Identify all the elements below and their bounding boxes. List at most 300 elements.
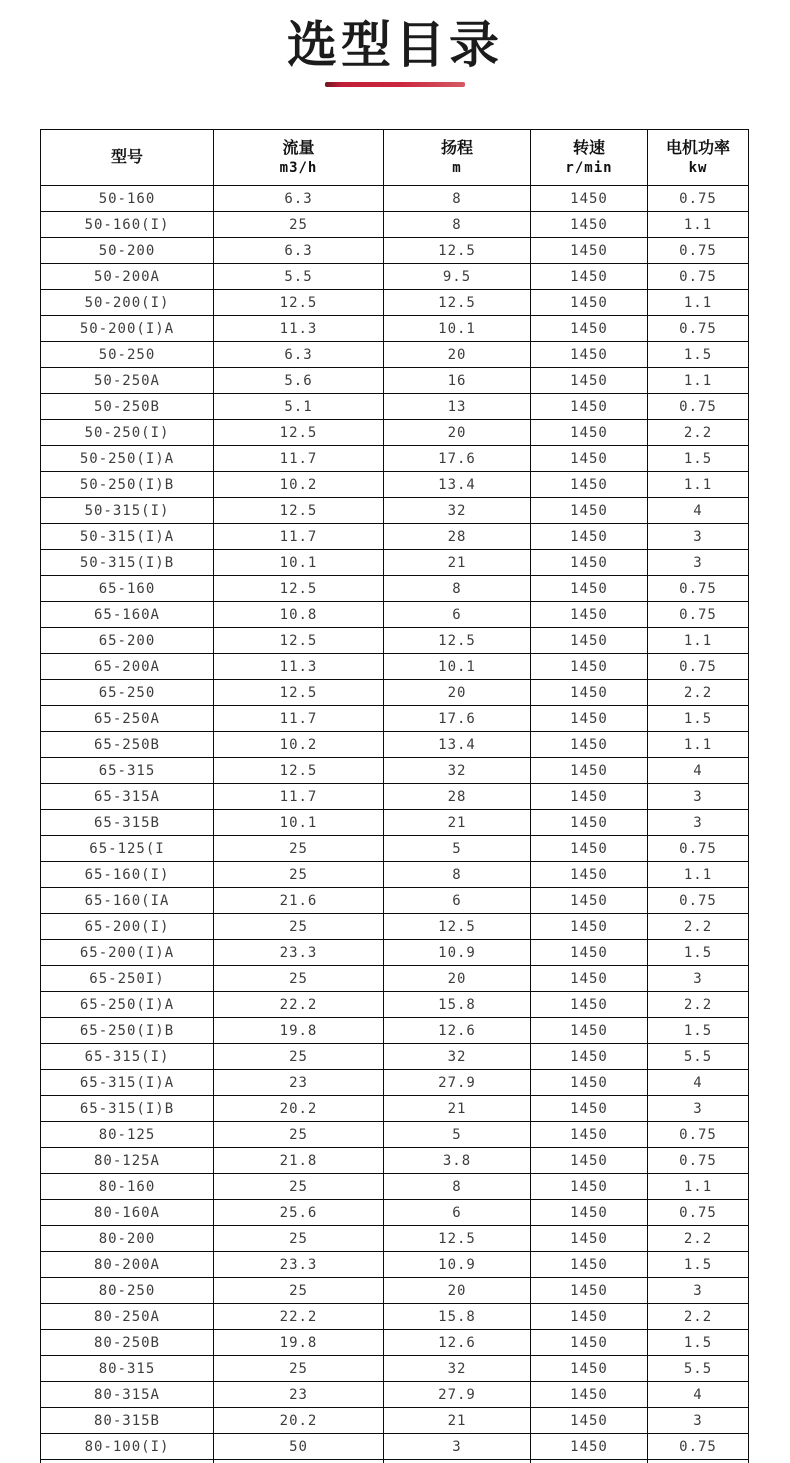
table-cell: 80-200A (41, 1252, 214, 1278)
table-cell-empty (384, 1460, 531, 1463)
table-cell: 0.75 (648, 836, 749, 862)
table-cell: 1.1 (648, 628, 749, 654)
table-row (41, 1434, 749, 1460)
table-cell: 4 (648, 1070, 749, 1096)
table-row (41, 1304, 749, 1330)
table-cell: 21 (384, 1096, 531, 1122)
table-cell: 5 (384, 836, 531, 862)
table-cell: 28 (384, 784, 531, 810)
table-cell: 1450 (531, 888, 648, 914)
table-cell: 65-160(I) (41, 862, 214, 888)
table-cell: 80-160 (41, 1174, 214, 1200)
table-cell: 1.1 (648, 1174, 749, 1200)
table-row (41, 992, 749, 1018)
table-cell: 65-250(I)B (41, 1018, 214, 1044)
table-row (41, 1018, 749, 1044)
selection-table (40, 129, 749, 1463)
table-cell: 0.75 (648, 186, 749, 212)
table-cell: 1.5 (648, 940, 749, 966)
table-row (41, 966, 749, 992)
table-cell: 65-250A (41, 706, 214, 732)
table-cell: 10.1 (384, 654, 531, 680)
table-cell: 12.5 (384, 238, 531, 264)
table-cell: 1450 (531, 914, 648, 940)
table-cell: 80-315A (41, 1382, 214, 1408)
table-cell: 11.7 (214, 706, 384, 732)
table-cell: 65-315A (41, 784, 214, 810)
table-cell: 5.1 (214, 394, 384, 420)
table-cell: 1450 (531, 1408, 648, 1434)
table-row (41, 758, 749, 784)
table-row (41, 784, 749, 810)
table-cell: 50-250(I) (41, 420, 214, 446)
table-cell: 3.8 (384, 1148, 531, 1174)
table-cell: 80-315B (41, 1408, 214, 1434)
table-cell: 1450 (531, 680, 648, 706)
table-cell: 10.9 (384, 1252, 531, 1278)
table-cell: 80-100(I) (41, 1434, 214, 1460)
table-row (41, 264, 749, 290)
table-cell: 1450 (531, 550, 648, 576)
table-cell: 23 (214, 1382, 384, 1408)
table-row (41, 576, 749, 602)
table-cell: 1450 (531, 498, 648, 524)
table-cell: 1.5 (648, 1330, 749, 1356)
table-cell: 1450 (531, 654, 648, 680)
table-row (41, 602, 749, 628)
table-cell: 1450 (531, 238, 648, 264)
table-cell: 50-200(I)A (41, 316, 214, 342)
table-cell: 20 (384, 420, 531, 446)
table-row (41, 342, 749, 368)
table-cell: 10.2 (214, 732, 384, 758)
column-label: 转速 (572, 139, 605, 157)
table-cell: 50-200(I) (41, 290, 214, 316)
table-cell: 1450 (531, 836, 648, 862)
table-cell: 1450 (531, 420, 648, 446)
table-cell: 16 (384, 368, 531, 394)
table-cell: 1450 (531, 472, 648, 498)
table-cell: 10.1 (214, 810, 384, 836)
table-cell: 25 (214, 1356, 384, 1382)
table-cell: 12.6 (384, 1018, 531, 1044)
table-row (41, 498, 749, 524)
table-row (41, 1070, 749, 1096)
table-cell-empty (214, 1460, 384, 1463)
table-row (41, 420, 749, 446)
table-cell: 65-315B (41, 810, 214, 836)
table-cell: 1.5 (648, 342, 749, 368)
column-label: 扬程 (440, 139, 473, 157)
table-cell: 1.5 (648, 446, 749, 472)
table-cell: 32 (384, 1356, 531, 1382)
table-cell: 1.1 (648, 472, 749, 498)
column-unit: m3/h (279, 159, 318, 176)
table-cell: 5.5 (648, 1356, 749, 1382)
table-cell: 19.8 (214, 1018, 384, 1044)
table-cell: 0.75 (648, 602, 749, 628)
table-cell: 8 (384, 862, 531, 888)
table-cell: 1450 (531, 1226, 648, 1252)
table-cell: 6 (384, 602, 531, 628)
table-cell: 3 (648, 810, 749, 836)
table-row (41, 550, 749, 576)
table-cell: 6.3 (214, 238, 384, 264)
column-header-2 (384, 130, 531, 186)
table-cell: 65-200A (41, 654, 214, 680)
table-cell: 10.8 (214, 602, 384, 628)
table-row (41, 862, 749, 888)
table-cell: 2.2 (648, 420, 749, 446)
table-cell: 0.75 (648, 1200, 749, 1226)
table-cell: 1450 (531, 810, 648, 836)
table-cell: 12.5 (214, 420, 384, 446)
table-cell: 25 (214, 914, 384, 940)
table-cell: 23.3 (214, 1252, 384, 1278)
table-cell: 1450 (531, 264, 648, 290)
table-cell-empty (531, 1460, 648, 1463)
table-cell: 65-160 (41, 576, 214, 602)
table-row (41, 1200, 749, 1226)
table-cell: 0.75 (648, 394, 749, 420)
table-cell: 65-160A (41, 602, 214, 628)
table-cell: 2.2 (648, 1304, 749, 1330)
table-row (41, 524, 749, 550)
table-cell: 1450 (531, 1070, 648, 1096)
table-cell: 1450 (531, 368, 648, 394)
table-cell: 1450 (531, 784, 648, 810)
table-cell: 1450 (531, 758, 648, 784)
table-cell: 3 (648, 966, 749, 992)
table-cell: 12.5 (214, 290, 384, 316)
table-row (41, 940, 749, 966)
table-cell: 1450 (531, 524, 648, 550)
table-cell: 25 (214, 862, 384, 888)
table-row (41, 1044, 749, 1070)
table-cell: 0.75 (648, 576, 749, 602)
table-cell: 1450 (531, 576, 648, 602)
table-row (41, 1252, 749, 1278)
table-body (41, 186, 749, 1463)
table-cell: 11.7 (214, 784, 384, 810)
table-cell: 80-160A (41, 1200, 214, 1226)
table-cell: 50-160(I) (41, 212, 214, 238)
table-row (41, 654, 749, 680)
table-cell: 11.3 (214, 316, 384, 342)
table-cell: 12.5 (214, 758, 384, 784)
table-cell: 25 (214, 1174, 384, 1200)
table-cell: 1450 (531, 940, 648, 966)
table-cell: 1450 (531, 706, 648, 732)
table-cell: 15.8 (384, 992, 531, 1018)
table-cell: 32 (384, 758, 531, 784)
table-cell: 1.1 (648, 290, 749, 316)
table-cell: 1450 (531, 1278, 648, 1304)
table-cell: 80-200 (41, 1226, 214, 1252)
table-cell: 12.5 (214, 498, 384, 524)
table-cell: 5.6 (214, 368, 384, 394)
table-cell: 0.75 (648, 1122, 749, 1148)
table-cell: 8 (384, 212, 531, 238)
table-cell: 1450 (531, 342, 648, 368)
table-row (41, 1174, 749, 1200)
column-label: 流量 (282, 139, 315, 157)
table-cell: 1450 (531, 316, 648, 342)
table-cell: 4 (648, 1382, 749, 1408)
table-cell: 1450 (531, 186, 648, 212)
table-cell: 1450 (531, 602, 648, 628)
table-cell: 20.2 (214, 1408, 384, 1434)
table-cell: 1450 (531, 290, 648, 316)
table-cell: 80-250B (41, 1330, 214, 1356)
table-cell: 8 (384, 1174, 531, 1200)
table-cell: 50-315(I) (41, 498, 214, 524)
table-cell: 1450 (531, 1252, 648, 1278)
table-cell: 80-250 (41, 1278, 214, 1304)
table-cell: 80-125A (41, 1148, 214, 1174)
table-cell: 5 (384, 1122, 531, 1148)
table-cell: 25 (214, 212, 384, 238)
table-cell: 65-200 (41, 628, 214, 654)
table-row (41, 290, 749, 316)
table-cell: 4 (648, 758, 749, 784)
table-row (41, 1356, 749, 1382)
table-row (41, 212, 749, 238)
table-row (41, 394, 749, 420)
table-cell: 1450 (531, 446, 648, 472)
table-cell: 2.2 (648, 914, 749, 940)
table-cell: 20 (384, 342, 531, 368)
table-row (41, 1382, 749, 1408)
table-cell: 2.2 (648, 1226, 749, 1252)
table-cell: 3 (648, 1278, 749, 1304)
table-cell: 1450 (531, 1122, 648, 1148)
table-cell: 1.5 (648, 1252, 749, 1278)
table-row (41, 1408, 749, 1434)
table-cell: 65-315(I) (41, 1044, 214, 1070)
table-cell: 17.6 (384, 706, 531, 732)
table-cell: 10.9 (384, 940, 531, 966)
table-cell: 3 (648, 524, 749, 550)
table-cell: 20 (384, 680, 531, 706)
table-cell: 20 (384, 966, 531, 992)
table-cell: 20.2 (214, 1096, 384, 1122)
table-cell: 0.75 (648, 1434, 749, 1460)
column-header-0 (41, 130, 214, 186)
table-cell: 1450 (531, 862, 648, 888)
table-cell: 6.3 (214, 186, 384, 212)
table-row (41, 1148, 749, 1174)
table-cell: 2.2 (648, 992, 749, 1018)
column-unit: m (452, 159, 462, 176)
table-row (41, 888, 749, 914)
table-cell: 21.6 (214, 888, 384, 914)
table-cell: 8 (384, 186, 531, 212)
table-cell: 20 (384, 1278, 531, 1304)
table-cell: 25 (214, 966, 384, 992)
table-cell: 65-160(IA (41, 888, 214, 914)
table-cell: 1.1 (648, 212, 749, 238)
table-cell: 12.5 (214, 576, 384, 602)
column-unit: r/min (565, 159, 613, 176)
table-cell: 1.5 (648, 1018, 749, 1044)
table-cell: 0.75 (648, 888, 749, 914)
table-cell: 25 (214, 1226, 384, 1252)
table-cell: 4 (648, 498, 749, 524)
table-cell: 50-200A (41, 264, 214, 290)
table-cell: 21.8 (214, 1148, 384, 1174)
table-cell: 0.75 (648, 316, 749, 342)
table-cell: 1450 (531, 1304, 648, 1330)
table-cell: 1.1 (648, 368, 749, 394)
table-cell: 1450 (531, 1434, 648, 1460)
table-cell: 12.5 (384, 290, 531, 316)
table-cell: 1450 (531, 1018, 648, 1044)
table-row (41, 1096, 749, 1122)
table-cell: 13.4 (384, 732, 531, 758)
column-header-4 (648, 130, 749, 186)
table-row (41, 914, 749, 940)
table-row (41, 1122, 749, 1148)
table-cell: 23.3 (214, 940, 384, 966)
table-cell: 0.75 (648, 238, 749, 264)
table-cell: 65-250 (41, 680, 214, 706)
table-cell: 1450 (531, 1148, 648, 1174)
table-row-clipped (41, 1460, 749, 1463)
table-cell: 0.75 (648, 1148, 749, 1174)
table-cell: 80-250A (41, 1304, 214, 1330)
table-cell: 65-315 (41, 758, 214, 784)
table-cell: 80-125 (41, 1122, 214, 1148)
table-cell: 15.8 (384, 1304, 531, 1330)
table-cell: 12.5 (214, 628, 384, 654)
page-title: 选型目录 (287, 17, 503, 73)
table-cell: 50-315(I)B (41, 550, 214, 576)
table-cell: 1450 (531, 992, 648, 1018)
table-cell: 50-250(I)A (41, 446, 214, 472)
table-cell: 6.3 (214, 342, 384, 368)
table-row (41, 368, 749, 394)
table-cell: 10.1 (384, 316, 531, 342)
table-row (41, 706, 749, 732)
table-cell: 0.75 (648, 654, 749, 680)
column-label: 型号 (110, 148, 143, 166)
table-cell: 1450 (531, 1382, 648, 1408)
table-cell: 12.5 (384, 914, 531, 940)
table-cell: 50-250(I)B (41, 472, 214, 498)
table-cell: 1450 (531, 212, 648, 238)
table-cell: 65-250I) (41, 966, 214, 992)
column-header-3 (531, 130, 648, 186)
table-cell: 11.7 (214, 446, 384, 472)
table-row (41, 472, 749, 498)
table-cell: 1450 (531, 394, 648, 420)
table-cell: 65-315(I)A (41, 1070, 214, 1096)
table-row (41, 836, 749, 862)
table-row (41, 186, 749, 212)
table-cell: 25 (214, 1122, 384, 1148)
table-cell: 3 (648, 1096, 749, 1122)
table-cell: 1450 (531, 1044, 648, 1070)
table-cell: 1450 (531, 1200, 648, 1226)
table-row (41, 732, 749, 758)
table-cell: 50-250A (41, 368, 214, 394)
table-header-row (41, 130, 749, 186)
table-cell: 32 (384, 498, 531, 524)
table-row (41, 238, 749, 264)
table-row (41, 628, 749, 654)
table-cell: 1.1 (648, 862, 749, 888)
table-cell: 65-200(I)A (41, 940, 214, 966)
table-cell: 6 (384, 888, 531, 914)
table-row (41, 680, 749, 706)
table-cell: 11.7 (214, 524, 384, 550)
table-row (41, 446, 749, 472)
table-cell: 1.5 (648, 706, 749, 732)
table-cell: 13.4 (384, 472, 531, 498)
table-cell: 1450 (531, 628, 648, 654)
table-cell: 3 (384, 1434, 531, 1460)
table-cell: 1450 (531, 1330, 648, 1356)
table-cell: 65-250B (41, 732, 214, 758)
table-head (41, 130, 749, 186)
title-section (0, 0, 790, 87)
table-cell: 65-250(I)A (41, 992, 214, 1018)
table-cell: 1450 (531, 1174, 648, 1200)
table-cell: 1450 (531, 1096, 648, 1122)
table-cell: 50-200 (41, 238, 214, 264)
table-cell: 3 (648, 1408, 749, 1434)
table-cell: 5.5 (214, 264, 384, 290)
table-cell: 65-200(I) (41, 914, 214, 940)
table-cell: 3 (648, 550, 749, 576)
title-underline-divider (325, 82, 465, 87)
table-cell: 28 (384, 524, 531, 550)
table-cell: 8 (384, 576, 531, 602)
table-cell: 50-250B (41, 394, 214, 420)
table-cell: 21 (384, 1408, 531, 1434)
table-cell: 12.5 (384, 1226, 531, 1252)
table-cell-empty (648, 1460, 749, 1463)
table-cell: 50 (214, 1434, 384, 1460)
table-row (41, 1330, 749, 1356)
table-cell: 32 (384, 1044, 531, 1070)
column-label: 电机功率 (665, 139, 730, 157)
table-row (41, 1278, 749, 1304)
table-cell: 25 (214, 836, 384, 862)
table-cell: 11.3 (214, 654, 384, 680)
table-cell: 50-160 (41, 186, 214, 212)
table-cell: 1450 (531, 966, 648, 992)
table-cell: 21 (384, 550, 531, 576)
table-cell: 25.6 (214, 1200, 384, 1226)
table-row (41, 1226, 749, 1252)
table-cell: 12.6 (384, 1330, 531, 1356)
table-cell: 6 (384, 1200, 531, 1226)
table-cell: 21 (384, 810, 531, 836)
table-cell: 25 (214, 1044, 384, 1070)
table-cell: 65-315(I)B (41, 1096, 214, 1122)
column-unit: kw (688, 159, 708, 176)
table-cell: 22.2 (214, 1304, 384, 1330)
table-cell: 80-315 (41, 1356, 214, 1382)
table-cell: 27.9 (384, 1382, 531, 1408)
table-cell: 1450 (531, 732, 648, 758)
table-cell: 1.1 (648, 732, 749, 758)
table-cell-empty (41, 1460, 214, 1463)
table-cell: 9.5 (384, 264, 531, 290)
table-cell: 23 (214, 1070, 384, 1096)
